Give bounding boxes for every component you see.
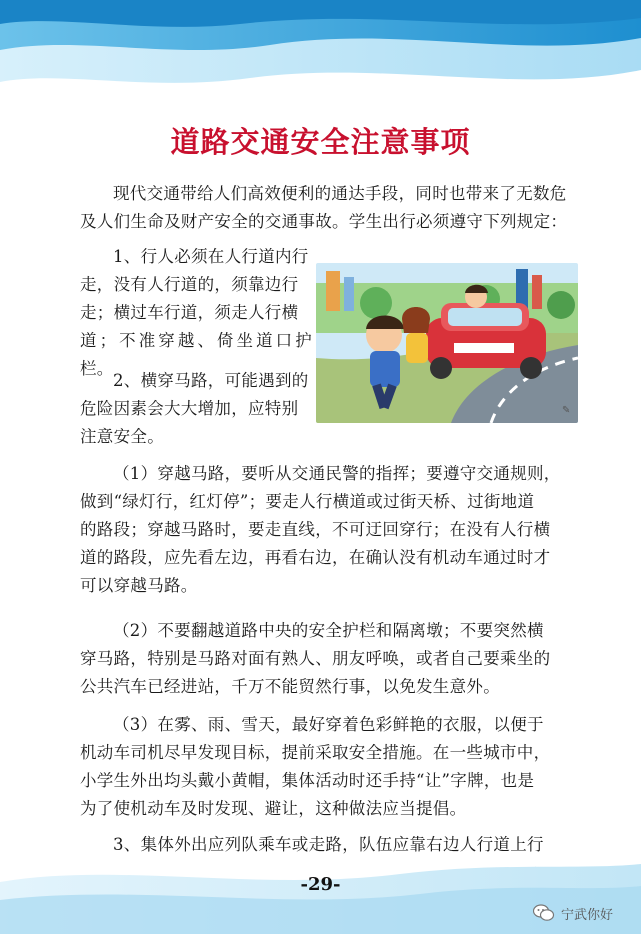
rule-1-line-1: 1、行人必须在人行道内行 xyxy=(113,247,309,266)
item-2 xyxy=(80,617,575,701)
wechat-icon xyxy=(533,904,555,922)
intro-paragraph xyxy=(80,180,575,236)
rule-1-line-2: 走，没有人行道的，须靠边行 xyxy=(80,275,299,294)
watermark xyxy=(533,900,613,926)
rule-2 xyxy=(80,367,312,451)
page-number: -29- xyxy=(300,874,341,895)
item-3 xyxy=(80,711,575,823)
rule-1-line-4: 道；不准穿越、倚坐道口护栏。 xyxy=(80,331,312,378)
item-1-line-3: 的路段；穿越马路时，要走直线，不可迂回穿行；在没有人行横 xyxy=(80,520,551,539)
rule-1 xyxy=(80,243,312,383)
item-1-line-4: 道的路段，应先看左边，再看右边，在确认没有机动车通过时才 xyxy=(80,548,551,567)
item-3-line-1: （3）在雾、雨、雪天，最好穿着色彩鲜艳的衣服，以便于 xyxy=(113,715,544,734)
intro-line-2: 及人们生命及财产安全的交通事故。学生出行必须遵守下列规定： xyxy=(80,212,568,231)
rule-2-line-3: 注意安全。 xyxy=(80,427,164,446)
children-running-from-car-illustration xyxy=(316,263,578,423)
rule-3-line-1: 3、集体外出应列队乘车或走路，队伍应靠右边人行道上行 xyxy=(113,835,544,854)
item-1-line-1: （1）穿越马路，要听从交通民警的指挥；要遵守交通规则， xyxy=(113,464,561,483)
watermark-text: 宁武你好 xyxy=(561,907,614,923)
item-1-line-5: 可以穿越马路。 xyxy=(80,576,198,595)
item-2-line-3: 公共汽车已经进站，千万不能贸然行事，以免发生意外。 xyxy=(80,677,500,696)
item-3-line-2: 机动车司机尽早发现目标，提前采取安全措施。在一些城市中， xyxy=(80,743,551,762)
rule-2-line-1: 2、横穿马路，可能遇到的 xyxy=(113,371,309,390)
page-title: 道路交通安全注意事项 xyxy=(170,125,471,159)
item-1-line-2: 做到“绿灯行，红灯停”；要走人行横道或过街天桥、过街地道 xyxy=(80,492,535,511)
item-2-line-1: （2）不要翻越道路中央的安全护栏和隔离墩；不要突然横 xyxy=(113,621,544,640)
rule-1-line-3: 走；横过车行道，须走人行横 xyxy=(80,303,299,322)
intro-line-1: 现代交通带给人们高效便利的通达手段，同时也带来了无数危 xyxy=(113,184,567,203)
svg-text:✎: ✎ xyxy=(562,405,571,416)
item-3-line-3: 小学生外出均头戴小黄帽，集体活动时还手持“让”字牌，也是 xyxy=(80,771,535,790)
header-wave-band xyxy=(0,0,641,100)
item-2-line-2: 穿马路，特别是马路对面有熟人、朋友呼唤，或者自己要乘坐的 xyxy=(80,649,551,668)
item-1 xyxy=(80,460,575,600)
item-3-line-4: 为了使机动车及时发现、避让，这种做法应当提倡。 xyxy=(80,799,467,818)
rule-2-line-2: 危险因素会大大增加，应特别 xyxy=(80,399,299,418)
